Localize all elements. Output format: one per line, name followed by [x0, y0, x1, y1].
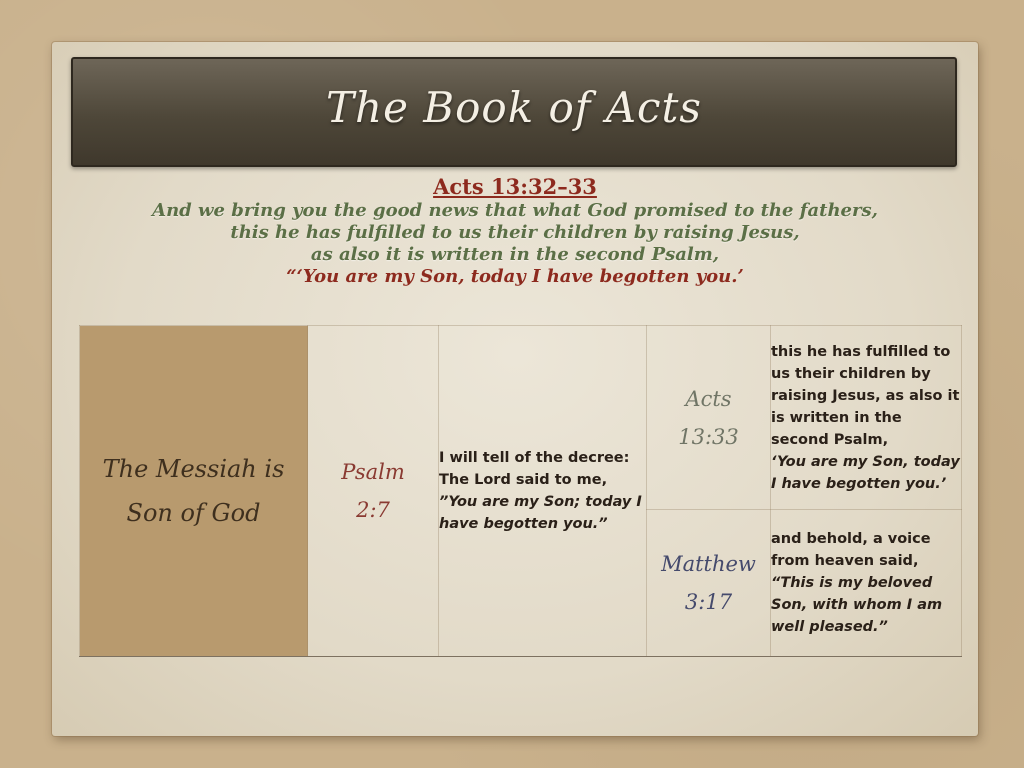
topic-line: Son of God — [126, 499, 261, 527]
passage-block — [60, 174, 970, 288]
passage-reference: Acts 13:32–33 — [433, 174, 597, 199]
ot-reference-verse: 2:7 — [356, 498, 390, 522]
topic-line: The Messiah is — [102, 455, 285, 483]
nt-reference-verse: 3:17 — [684, 590, 733, 614]
nt-reference-cell — [647, 326, 771, 510]
nt-text-cell — [771, 510, 962, 657]
ot-text-line: The Lord said to me, — [439, 472, 608, 488]
topic-cell — [80, 326, 308, 657]
ot-text-line: I will tell of the decree: — [439, 450, 630, 466]
passage-line: as also it is written in the second Psalm, — [310, 244, 720, 265]
ot-reference-book: Psalm — [341, 460, 405, 484]
passage-line: And we bring you the good news that what God promised to the fathers, — [152, 200, 878, 221]
ot-text-quote: ”You are my Son; today I have begotten you.” — [439, 494, 642, 532]
nt-text-quote: “This is my beloved Son, with whom I am well pleased.” — [771, 575, 943, 635]
ot-text-cell — [439, 326, 647, 657]
passage-quote: “‘You are my Son, today I have begotten you.’ — [286, 266, 744, 287]
ot-reference-cell — [308, 326, 439, 657]
title-banner — [71, 57, 957, 167]
nt-text: and behold, a voice from heaven said, — [771, 531, 931, 569]
slide-title: The Book of Acts — [326, 82, 702, 132]
nt-text-quote: ‘You are my Son, today I have begotten you.’ — [771, 453, 960, 492]
nt-text-cell — [771, 326, 962, 510]
nt-reference-verse: 13:33 — [678, 424, 739, 449]
nt-reference-book: Matthew — [661, 552, 756, 576]
nt-text: this he has fulfilled to us their children by raising Jesus, as also it is written in the second Psalm, — [771, 343, 960, 448]
passage-line: this he has fulfilled to us their children by raising Jesus, — [230, 222, 800, 243]
comparison-table — [79, 325, 962, 657]
nt-reference-book: Acts — [685, 386, 732, 411]
nt-reference-cell — [647, 510, 771, 657]
